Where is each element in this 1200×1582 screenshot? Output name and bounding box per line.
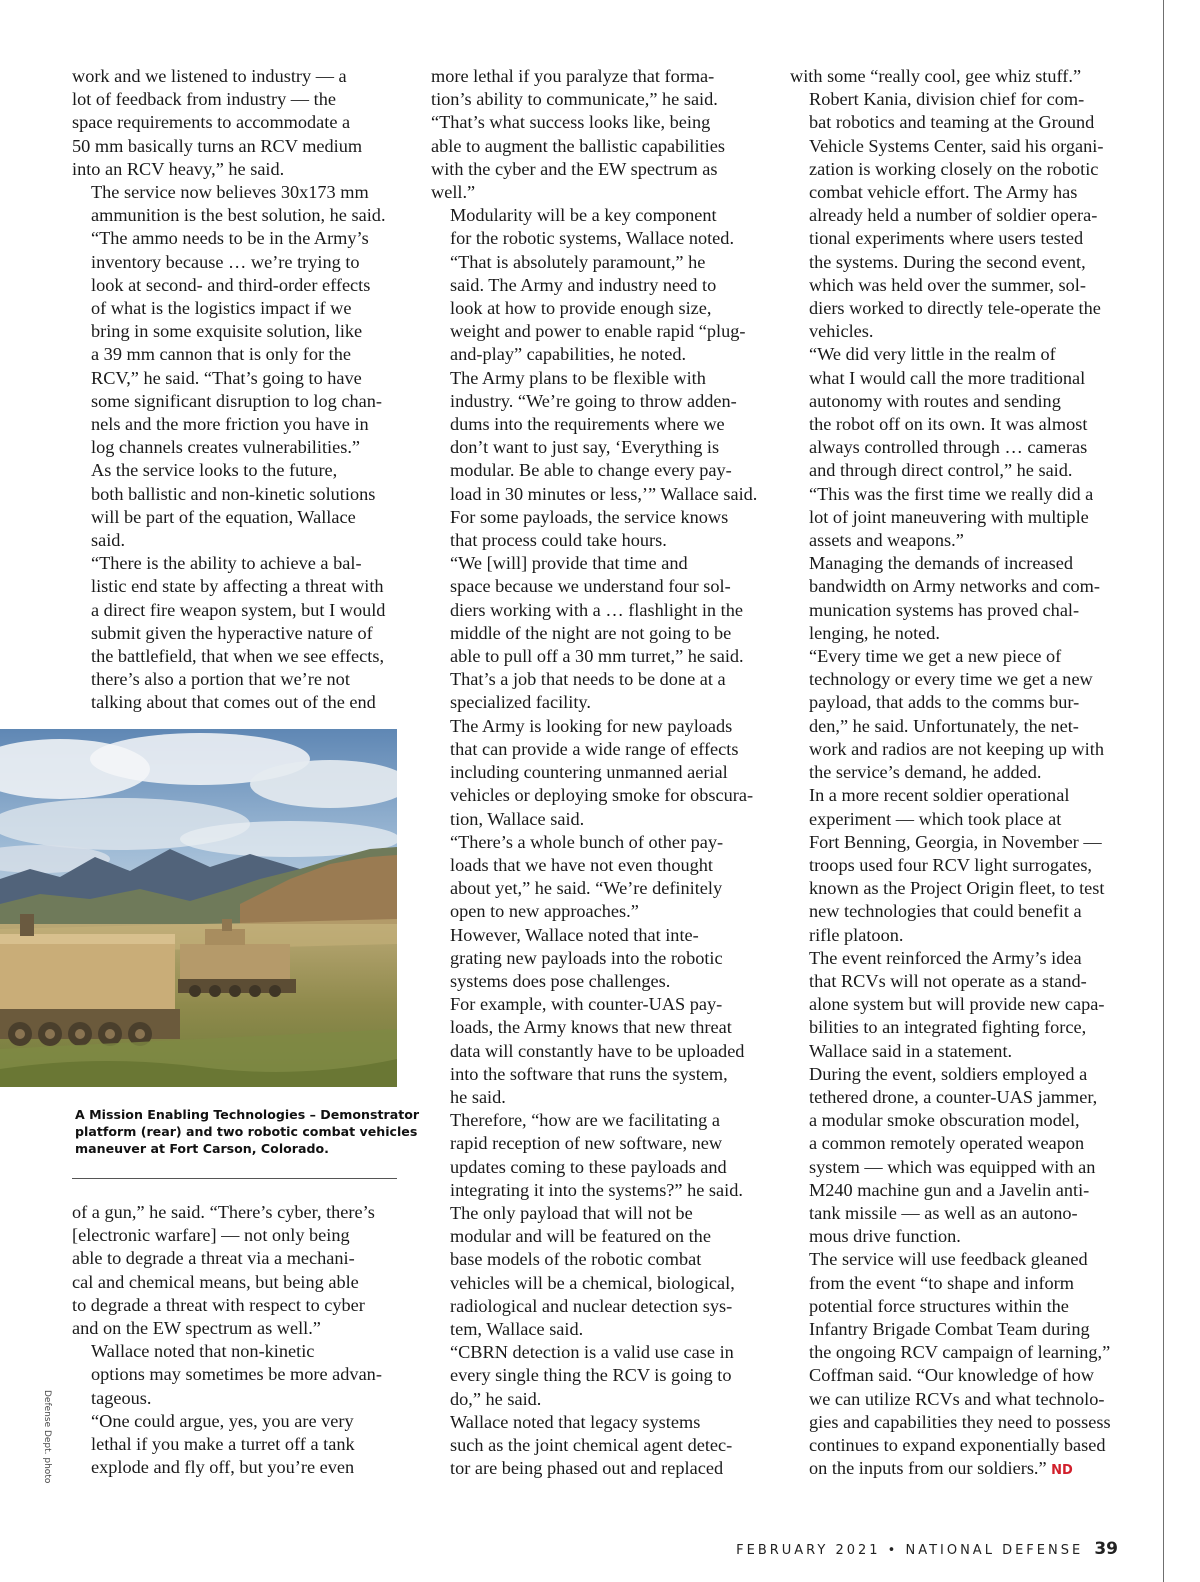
text-line: updates coming to these payloads and	[450, 1156, 727, 1177]
text-line: work and we listened to industry — a	[72, 66, 347, 86]
text-line: lenging, he noted.	[809, 622, 940, 643]
text-line: The Army plans to be flexible with	[450, 367, 706, 388]
text-line: bandwidth on Army networks and com-	[809, 576, 1100, 597]
text-line: Robert Kania, division chief for com-	[809, 89, 1085, 110]
text-line: and through direct control,” he said.	[809, 460, 1073, 481]
text-line: will be part of the equation, Wallace	[91, 506, 356, 527]
text-line: that process could take hours.	[450, 530, 667, 551]
text-line: system — which was equipped with an	[809, 1156, 1096, 1177]
text-line: work and radios are not keeping up with	[809, 738, 1104, 759]
paragraph	[72, 552, 402, 714]
text-line: “We did very little in the realm of	[809, 344, 1056, 365]
article-column-1-top	[72, 65, 402, 715]
text-line: able to augment the ballistic capabilities	[431, 135, 725, 156]
text-line: about yet,” he said. “We’re definitely	[450, 878, 723, 899]
text-line: The only payload that will not be	[450, 1202, 693, 1223]
text-line: “There is the ability to achieve a bal-	[91, 553, 362, 574]
text-line: already held a number of soldier opera-	[809, 205, 1098, 226]
text-line: gies and capabilities they need to possess	[809, 1411, 1111, 1432]
text-line: such as the joint chemical agent detec-	[450, 1434, 733, 1455]
text-line: “There’s a whole bunch of other pay-	[450, 831, 724, 852]
text-line: into the software that runs the system,	[450, 1063, 728, 1084]
text-line: tional experiments where users tested	[809, 228, 1084, 249]
text-line: for the robotic systems, Wallace noted.	[450, 228, 735, 249]
text-line: ammunition is the best solution, he said.	[91, 205, 386, 226]
text-line: zation is working closely on the robotic	[809, 158, 1099, 179]
text-line: explode and fly off, but you’re even	[91, 1457, 355, 1478]
paragraph	[431, 552, 766, 714]
text-line: assets and weapons.”	[809, 530, 964, 551]
text-line: “We [will] provide that time and	[450, 553, 688, 574]
paragraph	[790, 343, 1130, 552]
text-line: what I would call the more traditional	[809, 367, 1086, 388]
text-line: payload, that adds to the comms bur-	[809, 692, 1080, 713]
text-line: The event reinforced the Army’s idea	[809, 947, 1082, 968]
text-line: said. The Army and industry need to	[450, 274, 717, 295]
text-line: nels and the more friction you have in	[91, 414, 369, 435]
article-column-2	[431, 65, 766, 1480]
text-line: For example, with counter-UAS pay-	[450, 994, 723, 1015]
footer-text: FEBRUARY 2021 • NATIONAL DEFENSE	[736, 1543, 1084, 1558]
paragraph	[431, 1202, 766, 1341]
page-footer	[736, 1539, 1118, 1559]
text-line: on the inputs from our soldiers.” ND	[809, 1458, 1073, 1479]
text-line: potential force structures within the	[809, 1295, 1069, 1316]
text-line: with some “really cool, gee whiz stuff.”	[790, 66, 1082, 86]
text-line: base models of the robotic combat	[450, 1249, 702, 1270]
text-line: new technologies that could benefit a	[809, 901, 1082, 922]
text-line: able to degrade a threat via a mechani-	[72, 1248, 355, 1269]
paragraph	[431, 715, 766, 831]
caption-line: platform (rear) and two robotic combat vehicles	[75, 1124, 418, 1139]
text-line: Managing the demands of increased	[809, 553, 1073, 574]
text-line: integrating it into the systems?” he said.	[450, 1179, 743, 1200]
text-line: Fort Benning, Georgia, in November —	[809, 831, 1102, 852]
text-line: always controlled through … cameras	[809, 437, 1088, 458]
text-line: into an RCV heavy,” he said.	[72, 158, 285, 179]
text-line: inventory because … we’re trying to	[91, 251, 360, 272]
paragraph	[431, 367, 766, 553]
paragraph	[72, 1201, 402, 1340]
text-line: log channels creates vulnerabilities.”	[91, 437, 361, 458]
text-line: 50 mm basically turns an RCV medium	[72, 135, 363, 156]
text-line: look at second- and third-order effects	[91, 274, 371, 295]
text-line: of what is the logistics impact if we	[91, 298, 352, 319]
text-line: vehicles will be a chemical, biological,	[450, 1272, 735, 1293]
text-line: he said.	[450, 1086, 506, 1107]
text-line: RCV,” he said. “That’s going to have	[91, 367, 362, 388]
text-line: there’s also a portion that we’re not	[91, 669, 350, 690]
text-line: every single thing the RCV is going to	[450, 1365, 732, 1386]
text-line: tor are being phased out and replaced	[450, 1458, 724, 1479]
text-line: submit given the hyperactive nature of	[91, 622, 373, 643]
text-line: The service now believes 30x173 mm	[91, 182, 369, 203]
text-line: rifle platoon.	[809, 924, 904, 945]
paragraph	[72, 1340, 402, 1410]
paragraph	[790, 1248, 1130, 1482]
text-line: space because we understand four sol-	[450, 576, 731, 597]
text-line: don’t want to just say, ‘Everything is	[450, 437, 720, 458]
text-line: M240 machine gun and a Javelin anti-	[809, 1179, 1090, 1200]
text-line: cal and chemical means, but being able	[72, 1271, 359, 1292]
paragraph	[431, 831, 766, 924]
text-line: options may sometimes be more advan-	[91, 1364, 382, 1385]
text-line: the ongoing RCV campaign of learning,”	[809, 1342, 1111, 1363]
page-edge-line	[1163, 0, 1164, 1582]
text-line: tion’s ability to communicate,” he said.	[431, 89, 718, 110]
text-line: In a more recent soldier operational	[809, 785, 1070, 806]
text-line: both ballistic and non-kinetic solutions	[91, 483, 376, 504]
page-number: 39	[1094, 1539, 1118, 1559]
text-line: data will constantly have to be uploaded	[450, 1040, 745, 1061]
text-line: autonomy with routes and sending	[809, 390, 1061, 411]
text-line: Therefore, “how are we facilitating a	[450, 1110, 721, 1131]
text-line: That’s a job that needs to be done at a	[450, 669, 726, 690]
text-line: continues to expand exponentially based	[809, 1434, 1106, 1455]
paragraph	[431, 251, 766, 367]
text-line: with the cyber and the EW spectrum as	[431, 158, 718, 179]
paragraph	[790, 645, 1130, 784]
text-line: The Army is looking for new payloads	[450, 715, 733, 736]
text-line: the systems. During the second event,	[809, 251, 1086, 272]
text-line: During the event, soldiers employed a	[809, 1063, 1088, 1084]
text-line: do,” he said.	[450, 1388, 542, 1409]
photo-credit: Defense Dept. photo	[42, 1390, 52, 1484]
text-line: Infantry Brigade Combat Team during	[809, 1318, 1090, 1339]
photo-caption	[75, 1106, 420, 1157]
paragraph	[431, 993, 766, 1109]
paragraph	[72, 65, 402, 181]
text-line: vehicles.	[809, 321, 874, 342]
text-line: vehicles or deploying smoke for obscura-	[450, 785, 754, 806]
text-line: well.”	[431, 182, 476, 203]
paragraph	[431, 1341, 766, 1411]
text-line: to degrade a threat with respect to cyber	[72, 1294, 365, 1315]
text-line: “Every time we get a new piece of	[809, 646, 1062, 667]
paragraph	[790, 552, 1130, 645]
text-line: weight and power to enable rapid “plug-	[450, 321, 746, 342]
text-line: dums into the requirements where we	[450, 414, 725, 435]
text-line: alone system but will provide new capa-	[809, 994, 1105, 1015]
text-line: lethal if you make a turret off a tank	[91, 1434, 355, 1455]
text-line: space requirements to accommodate a	[72, 112, 351, 133]
paragraph	[790, 947, 1130, 1063]
text-line: tethered drone, a counter-UAS jammer,	[809, 1086, 1098, 1107]
text-line: munication systems has proved chal-	[809, 599, 1080, 620]
text-line: technology or every time we get a new	[809, 669, 1093, 690]
text-line: a direct fire weapon system, but I would	[91, 599, 386, 620]
text-line: For some payloads, the service knows	[450, 506, 729, 527]
text-line: industry. “We’re going to throw adden-	[450, 390, 737, 411]
text-line: a common remotely operated weapon	[809, 1133, 1085, 1154]
paragraph	[790, 65, 1130, 88]
caption-line: maneuver at Fort Carson, Colorado.	[75, 1141, 329, 1156]
text-line: mous drive function.	[809, 1226, 961, 1247]
text-line: open to new approaches.”	[450, 901, 639, 922]
paragraph	[790, 784, 1130, 946]
text-line: diers worked to directly tele-operate the	[809, 298, 1101, 319]
paragraph	[790, 88, 1130, 343]
text-line: [electronic warfare] — not only being	[72, 1225, 350, 1246]
text-line: “That’s what success looks like, being	[431, 112, 711, 133]
paragraph	[72, 459, 402, 552]
text-line: and on the EW spectrum as well.”	[72, 1318, 321, 1339]
article-photo	[0, 729, 397, 1087]
paragraph	[790, 1063, 1130, 1249]
text-line: Coffman said. “Our knowledge of how	[809, 1365, 1094, 1386]
caption-divider	[72, 1178, 397, 1179]
text-line: experiment — which took place at	[809, 808, 1062, 829]
text-line: tank missile — as well as an autono-	[809, 1202, 1078, 1223]
text-line: However, Wallace noted that inte-	[450, 924, 699, 945]
text-line: “One could argue, yes, you are very	[91, 1410, 354, 1431]
paragraph	[431, 65, 766, 204]
text-line: “This was the first time we really did a	[809, 483, 1094, 504]
text-line: loads that we have not even thought	[450, 854, 713, 875]
text-line: a 39 mm cannon that is only for the	[91, 344, 351, 365]
text-line: talking about that comes out of the end	[91, 692, 376, 713]
text-line: known as the Project Origin fleet, to test	[809, 878, 1105, 899]
text-line: “CBRN detection is a valid use case in	[450, 1342, 734, 1363]
text-line: that can provide a wide range of effects	[450, 738, 739, 759]
paragraph	[72, 181, 402, 227]
text-line: middle of the night are not going to be	[450, 622, 732, 643]
text-line: modular and will be featured on the	[450, 1226, 711, 1247]
text-line: which was held over the summer, sol-	[809, 274, 1086, 295]
text-line: bring in some exquisite solution, like	[91, 321, 363, 342]
text-line: Wallace noted that non-kinetic	[91, 1341, 315, 1362]
paragraph	[431, 204, 766, 250]
article-column-3	[790, 65, 1130, 1482]
text-line: some significant disruption to log chan-	[91, 390, 382, 411]
text-line: diers working with a … flashlight in the	[450, 599, 743, 620]
text-line: den,” he said. Unfortunately, the net-	[809, 715, 1079, 736]
text-line: from the event “to shape and inform	[809, 1272, 1074, 1293]
text-line: tem, Wallace said.	[450, 1318, 584, 1339]
text-line: grating new payloads into the robotic	[450, 947, 723, 968]
text-line: the battlefield, that when we see effects,	[91, 646, 385, 667]
text-line: “The ammo needs to be in the Army’s	[91, 228, 369, 249]
text-line: lot of feedback from industry — the	[72, 89, 336, 110]
caption-line: A Mission Enabling Technologies – Demonstrator	[75, 1107, 420, 1122]
end-mark-nd: ND	[1046, 1463, 1073, 1479]
text-line: bilities to an integrated fighting force,	[809, 1017, 1087, 1038]
text-line: the robot off on its own. It was almost	[809, 414, 1088, 435]
paragraph	[431, 924, 766, 994]
text-line: load in 30 minutes or less,’” Wallace said.	[450, 483, 758, 504]
text-line: more lethal if you paralyze that forma-	[431, 66, 715, 86]
text-line: Wallace noted that legacy systems	[450, 1411, 701, 1432]
text-line: listic end state by affecting a threat with	[91, 576, 384, 597]
text-line: tion, Wallace said.	[450, 808, 585, 829]
text-line: and-play” capabilities, he noted.	[450, 344, 687, 365]
text-line: Wallace said in a statement.	[809, 1040, 1013, 1061]
robotic-vehicles-landscape-image	[0, 729, 397, 1087]
text-line: of a gun,” he said. “There’s cyber, there’s	[72, 1202, 375, 1222]
text-line: lot of joint maneuvering with multiple	[809, 506, 1089, 527]
paragraph	[431, 1109, 766, 1202]
text-line: The service will use feedback gleaned	[809, 1249, 1088, 1270]
text-line: “That is absolutely paramount,” he	[450, 251, 706, 272]
text-line: able to pull off a 30 mm turret,” he said.	[450, 646, 744, 667]
text-line: Vehicle Systems Center, said his organi-	[809, 135, 1104, 156]
text-line: systems does pose challenges.	[450, 970, 671, 991]
paragraph	[72, 227, 402, 459]
article-column-1-bottom	[72, 1201, 402, 1479]
text-line: that RCVs will not operate as a stand-	[809, 970, 1087, 991]
text-line: including countering unmanned aerial	[450, 762, 728, 783]
text-line: modular. Be able to change every pay-	[450, 460, 732, 481]
text-line: radiological and nuclear detection sys-	[450, 1295, 733, 1316]
text-line: said.	[91, 530, 126, 551]
text-line: troops used four RCV light surrogates,	[809, 854, 1093, 875]
text-line: the service’s demand, he added.	[809, 762, 1042, 783]
text-line: we can utilize RCVs and what technolo-	[809, 1388, 1105, 1409]
text-line: tageous.	[91, 1387, 152, 1408]
text-line: look at how to provide enough size,	[450, 298, 712, 319]
text-line: loads, the Army knows that new threat	[450, 1017, 732, 1038]
text-line: specialized facility.	[450, 692, 591, 713]
text-line: a modular smoke obscuration model,	[809, 1110, 1080, 1131]
paragraph	[72, 1410, 402, 1480]
text-line: As the service looks to the future,	[91, 460, 338, 481]
paragraph	[431, 1411, 766, 1481]
text-line: Modularity will be a key component	[450, 205, 717, 226]
text-line: bat robotics and teaming at the Ground	[809, 112, 1095, 133]
text-line: combat vehicle effort. The Army has	[809, 182, 1078, 203]
text-line: rapid reception of new software, new	[450, 1133, 723, 1154]
